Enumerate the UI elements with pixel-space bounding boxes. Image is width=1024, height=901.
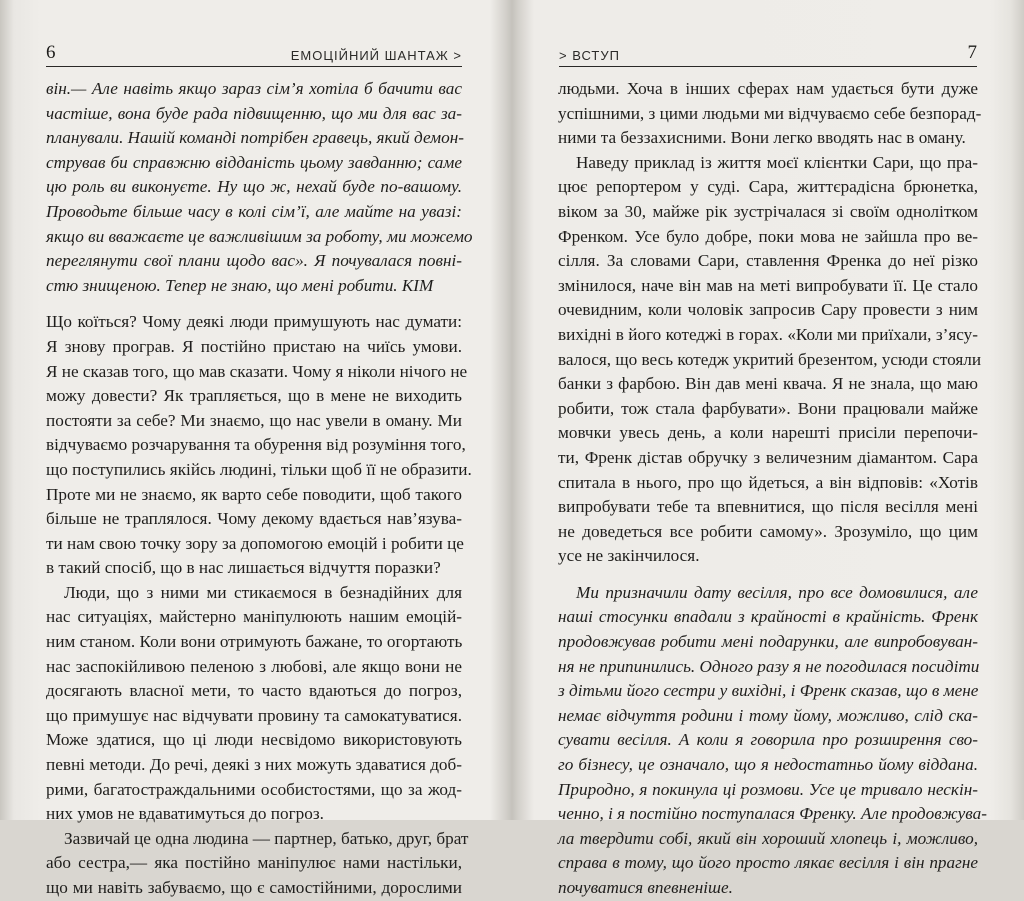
text-line: усе не закінчилося. xyxy=(558,546,700,566)
left-page-header xyxy=(46,40,462,67)
text-line: що примушує нас відчувати провину та самокатуватися. xyxy=(46,705,462,725)
text-line: Проте ми не знаємо, як варто себе поводити, щоб такого xyxy=(46,484,462,504)
text-line: Що коїться? Чому деякі люди примушують нас думати: xyxy=(46,312,462,332)
text-line: ти нам свою точку зору за допомогою емоцій і робити це xyxy=(46,533,464,553)
text-line: Може здатися, що ці люди несвідомо використовують xyxy=(46,730,462,750)
text-line: сувати весілля. А коли я говорила про розширення сво- xyxy=(558,730,978,750)
text-line: стрував би справжню відданість цьому завданню; саме xyxy=(46,152,462,172)
text-line: ченно, і я постійно поступалася Френку. Але продовжува- xyxy=(558,804,987,824)
paragraph xyxy=(46,827,469,901)
text-line: очевидним, коли чоловік запросив Сару провести з ним xyxy=(558,300,978,320)
paragraph xyxy=(46,310,472,581)
text-line: в такий спосіб, що в нас лишається відчуття поразки? xyxy=(46,558,441,578)
text-line: що поступились якійсь людині, тільки щоб її не образити. xyxy=(46,459,472,479)
text-line: ним станом. Коли вони отримують бажане, то огортають xyxy=(46,632,463,652)
left-page xyxy=(0,0,506,897)
paragraph xyxy=(558,151,982,569)
text-line: відчуваємо розчарування та обурення від розуміння того, xyxy=(46,435,466,455)
text-line: стю знищеною. Тепер не знаю, що мені робити. КІМ xyxy=(46,275,434,295)
text-line: ла твердити собі, який він хороший хлопець і, можливо, xyxy=(558,828,978,848)
text-line: віком за 30, майже рік зустрічалася зі своїм однолітком xyxy=(558,201,978,221)
text-line: Зазвичай це одна людина — партнер, батько, друг, брат xyxy=(64,828,469,848)
text-line: планували. Нашій команді потрібен гравець, який демон- xyxy=(46,128,464,148)
text-line: Ми призначили дату весілля, про все домовилися, але xyxy=(576,582,978,602)
text-line: почуватися впевненіше. xyxy=(558,878,733,897)
text-line: випробувати тебе та впевнитися, що після весілля мені xyxy=(558,497,978,517)
text-line: Люди, що з ними ми стикаємося в безнадійних для xyxy=(64,582,462,602)
text-line: сілля. За словами Сари, ставлення Френка до неї різко xyxy=(558,251,978,271)
quoted-paragraph xyxy=(558,581,987,901)
text-line: ти, Френк дістав обручку з величезним діамантом. Сара xyxy=(558,447,978,467)
text-line: справа в тому, що його просто лякає весілля і він прагне xyxy=(558,853,978,873)
quoted-paragraph xyxy=(46,77,473,298)
text-line: нас заспокійливою пеленою з любові, але якщо вони не xyxy=(46,656,462,676)
running-head: ЕМОЦІЙНИЙ ШАНТАЖ > xyxy=(290,48,462,63)
paragraph-gap xyxy=(558,569,978,581)
text-line: банки з фарбою. Він дав мені квача. Я не знала, що маю xyxy=(558,374,978,394)
text-line: або сестра,— яка постійно маніпулює нами настільки, xyxy=(46,853,462,873)
paragraph-gap xyxy=(46,298,462,310)
page-number: 6 xyxy=(46,42,56,63)
text-line: Я не сказав того, що мав сказати. Чому я ніколи нічого не xyxy=(46,361,468,381)
text-line: рими, багатостраждальними особистостями, що за жод- xyxy=(46,779,462,799)
text-line: робити, тож стала фарбувати». Вони працювали майже xyxy=(558,398,978,418)
text-line: постояти за себе? Ми знаємо, що нас увели в оману. Ми xyxy=(46,410,462,430)
text-line: з дітьми його сестри у вихідні, і Френк сказав, що в мене xyxy=(558,681,979,701)
text-line: спитала в нього, про що йдеться, а він відповів: «Хотів xyxy=(558,472,978,492)
text-line: го бізнесу, це означало, що я недостатньо йому віддана. xyxy=(558,755,978,775)
text-line: ними та беззахисними. Вони легко вводять нас в оману. xyxy=(558,128,966,148)
text-line: що ми навіть забуваємо, що є самостійними, дорослими xyxy=(46,878,462,897)
text-line: наші стосунки впадали з крайності в крайність. Френк xyxy=(558,607,978,627)
text-line: немає відчуття родини і тому йому, можливо, слід ска- xyxy=(558,705,978,725)
text-line: нас ситуаціях, майстерно маніпулюють нашим емоцій- xyxy=(46,607,462,627)
left-page-text xyxy=(46,77,473,901)
text-line: частіше, вона буде рада підвищенню, що ми для вас за- xyxy=(46,103,462,123)
text-line: мовчки увесь день, а коли нарешті присіли перепочи- xyxy=(558,423,978,443)
page-number: 7 xyxy=(967,42,977,63)
text-line: більше не траплялося. Чому декому вдається нав’язува- xyxy=(46,509,462,529)
text-line: змінилося, наче він мав на меті випробувати її. Це стало xyxy=(558,275,978,295)
text-line: досягають власної мети, то часто вдаються до погроз, xyxy=(46,681,462,701)
text-line: переглянути свої плани щодо вас». Я почувалася повні- xyxy=(46,251,462,271)
text-line: Я знову програв. Я постійно пристаю на чиїсь умови. xyxy=(46,336,462,356)
text-line: продовжував робити мені подарунки, але випробовуван- xyxy=(558,632,978,652)
text-line: він.— Але навіть якщо зараз сім’я хотіла б бачити вас xyxy=(46,79,462,98)
text-line: не доведеться все робити самому». Зрозуміло, що цим xyxy=(558,521,978,541)
text-line: певні методи. До речі, деякі з них можуть здаватися доб- xyxy=(46,755,462,775)
text-line: цює репортером у суді. Сара, життєрадісна брюнетка, xyxy=(558,177,978,197)
right-page xyxy=(512,0,1024,897)
text-line: цю роль ви виконуєте. Ну що ж, нехай буде по-вашому. xyxy=(46,177,462,197)
text-line: валося, що весь котедж укритий брезентом, усюди стояли xyxy=(558,349,982,369)
text-line: Проводьте більше часу в колі сім’ї, але майте на увазі: xyxy=(46,201,462,221)
right-page-header xyxy=(559,40,977,67)
text-line: них умов не вдаватимуться до погроз. xyxy=(46,804,324,824)
text-line: Наведу приклад із життя моєї клієнтки Сари, що пра- xyxy=(576,152,978,172)
text-line: якщо ви вважаєте це важливішим за роботу, ми можемо xyxy=(46,226,473,246)
text-line: Природно, я покинула ці розмови. Усе це тривало нескін- xyxy=(558,779,978,799)
text-line: Френком. Усе було добре, поки мова не зайшла про ве- xyxy=(558,226,978,246)
text-line: ня не припинились. Одного разу я не погодилася посидіти xyxy=(558,656,980,676)
text-line: можу довести? Як трапляється, що в мене не виходить xyxy=(46,386,462,406)
text-line: вихідні в його котеджі в горах. «Коли ми приїхали, з’ясу- xyxy=(558,324,978,344)
paragraph xyxy=(558,77,982,151)
paragraph xyxy=(46,581,462,827)
text-line: людьми. Хоча в інших сферах нам удається бути дуже xyxy=(558,79,978,98)
right-page-text xyxy=(558,77,987,901)
text-line: успішними, з цими людьми ми відчуваємо себе безпорад- xyxy=(558,103,982,123)
running-head: > ВСТУП xyxy=(559,48,620,63)
